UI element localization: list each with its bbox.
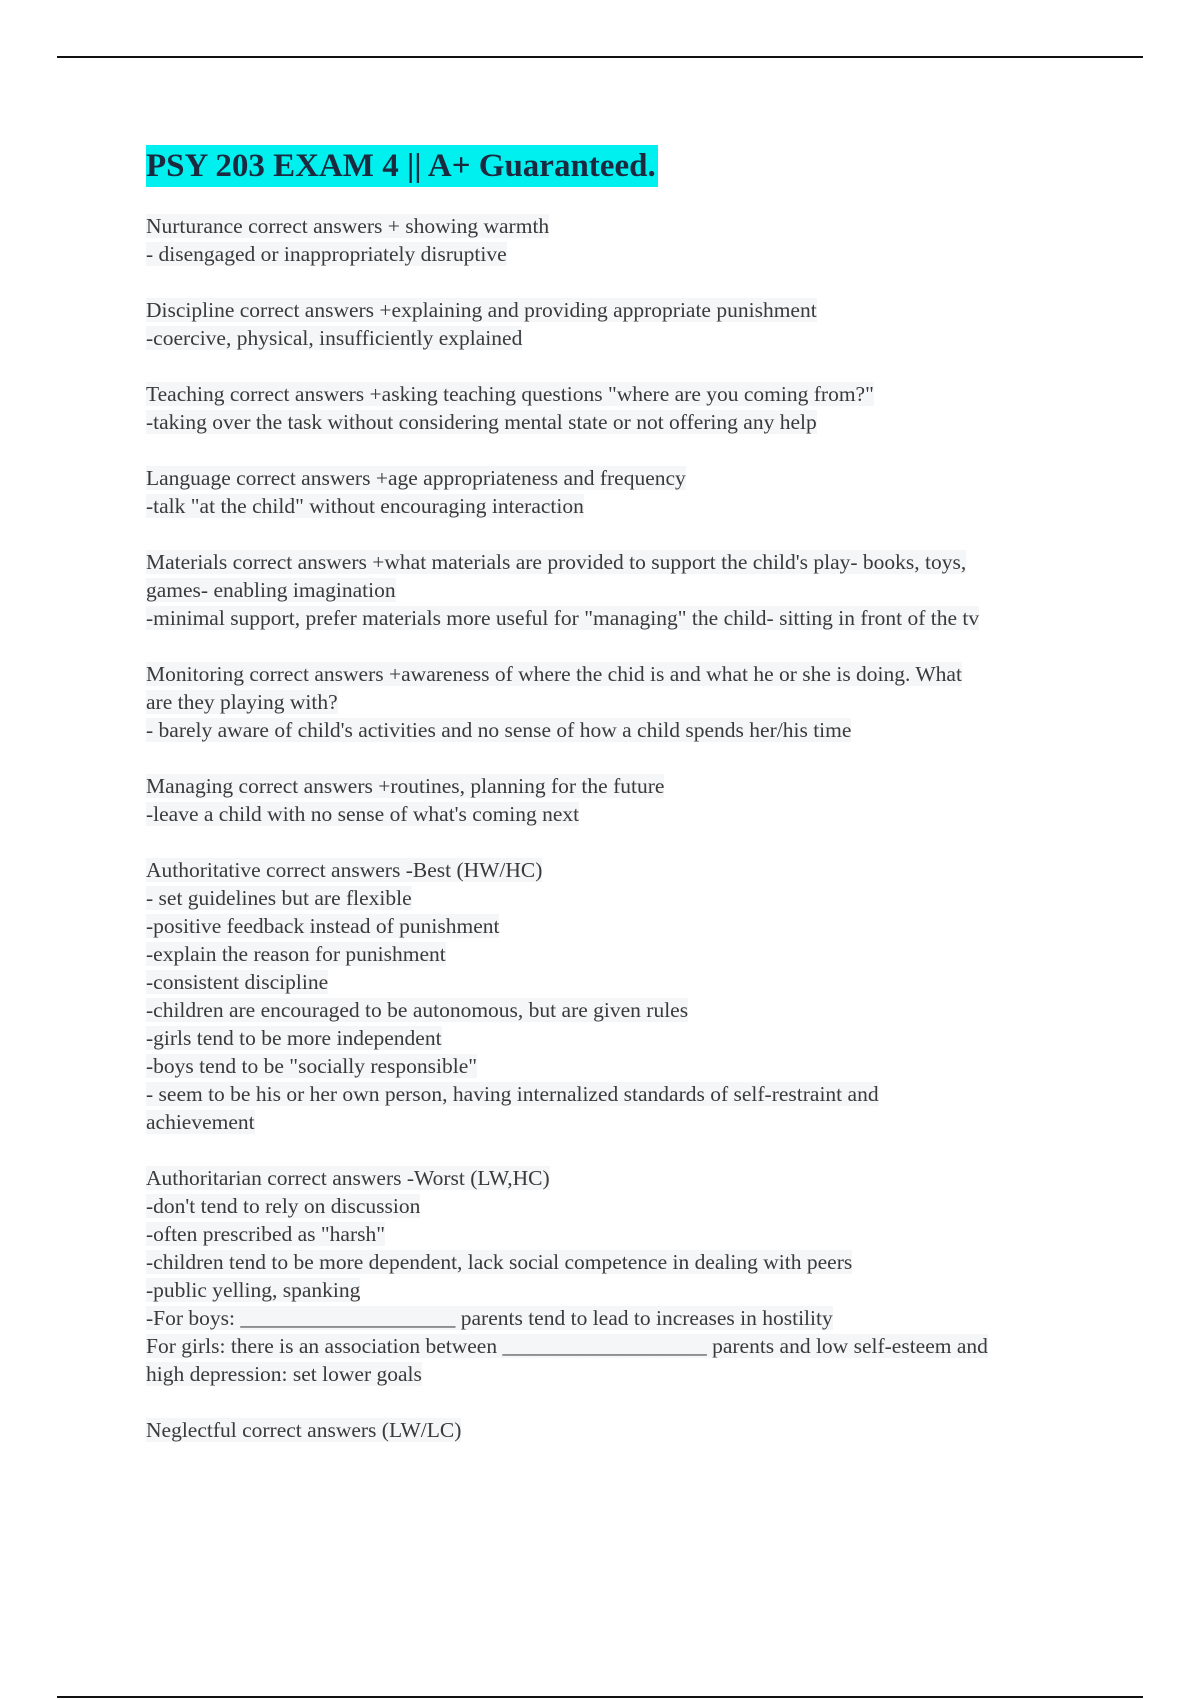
- entry-text: -public yelling, spanking: [146, 1278, 361, 1302]
- entry-detail-line: [146, 576, 1096, 604]
- entry-text: -don't tend to rely on discussion: [146, 1194, 421, 1218]
- entry-term-line: [146, 1164, 1096, 1192]
- top-rule: [57, 56, 1143, 58]
- flashcard-entry: [146, 212, 1096, 268]
- entry-term-line: [146, 548, 1096, 576]
- entry-detail-line: [146, 1304, 1096, 1332]
- entry-text: -explain the reason for punishment: [146, 942, 446, 966]
- entry-text: -often prescribed as "harsh": [146, 1222, 386, 1246]
- flashcard-entry: [146, 464, 1096, 520]
- flashcard-list: [146, 212, 1096, 1444]
- entry-detail-line: [146, 492, 1096, 520]
- flashcard-entry: [146, 1164, 1096, 1388]
- entry-text: Materials correct answers +what materials are provided to support the child's play- books, toys,: [146, 550, 967, 574]
- entry-text: achievement: [146, 1110, 255, 1134]
- entry-detail-line: [146, 688, 1096, 716]
- entry-text: -girls tend to be more independent: [146, 1026, 442, 1050]
- entry-detail-line: [146, 1248, 1096, 1276]
- flashcard-entry: [146, 296, 1096, 352]
- entry-text: are they playing with?: [146, 690, 338, 714]
- entry-text: For girls: there is an association between ___________________ parents and low self-esteem and: [146, 1334, 988, 1358]
- entry-term-line: [146, 464, 1096, 492]
- entry-text: Nurturance correct answers + showing warmth: [146, 214, 550, 238]
- entry-detail-line: [146, 1192, 1096, 1220]
- entry-detail-line: [146, 912, 1096, 940]
- entry-text: -taking over the task without considering mental state or not offering any help: [146, 410, 817, 434]
- entry-detail-line: [146, 716, 1096, 744]
- entry-detail-line: [146, 1024, 1096, 1052]
- entry-detail-line: [146, 1052, 1096, 1080]
- entry-detail-line: [146, 408, 1096, 436]
- entry-text: Discipline correct answers +explaining and providing appropriate punishment: [146, 298, 817, 322]
- flashcard-entry: [146, 548, 1096, 632]
- entry-detail-line: [146, 800, 1096, 828]
- entry-text: -coercive, physical, insufficiently explained: [146, 326, 523, 350]
- entry-term-line: [146, 380, 1096, 408]
- entry-detail-line: [146, 968, 1096, 996]
- bottom-rule: [57, 1696, 1143, 1698]
- entry-detail-line: [146, 604, 1096, 632]
- flashcard-entry: [146, 380, 1096, 436]
- document-body: [146, 145, 1096, 1472]
- entry-text: - set guidelines but are flexible: [146, 886, 412, 910]
- entry-text: -talk "at the child" without encouraging interaction: [146, 494, 584, 518]
- entry-detail-line: [146, 1080, 1096, 1108]
- entry-detail-line: [146, 324, 1096, 352]
- entry-term-line: [146, 1416, 1096, 1444]
- entry-detail-line: [146, 1360, 1096, 1388]
- entry-term-line: [146, 772, 1096, 800]
- entry-detail-line: [146, 996, 1096, 1024]
- entry-detail-line: [146, 1332, 1096, 1360]
- entry-text: Monitoring correct answers +awareness of where the chid is and what he or she is doing. What: [146, 662, 962, 686]
- entry-text: -leave a child with no sense of what's coming next: [146, 802, 580, 826]
- entry-text: Teaching correct answers +asking teaching questions "where are you coming from?": [146, 382, 874, 406]
- flashcard-entry: [146, 1416, 1096, 1444]
- entry-term-line: [146, 856, 1096, 884]
- entry-text: - disengaged or inappropriately disruptive: [146, 242, 507, 266]
- entry-text: -children are encouraged to be autonomous, but are given rules: [146, 998, 689, 1022]
- entry-text: - seem to be his or her own person, having internalized standards of self-restraint and: [146, 1082, 879, 1106]
- entry-text: games- enabling imagination: [146, 578, 396, 602]
- entry-text: -positive feedback instead of punishment: [146, 914, 500, 938]
- entry-term-line: [146, 660, 1096, 688]
- entry-text: Managing correct answers +routines, planning for the future: [146, 774, 665, 798]
- entry-text: Authoritative correct answers -Best (HW/HC): [146, 858, 543, 882]
- entry-text: -minimal support, prefer materials more useful for "managing" the child- sitting in front of the tv: [146, 606, 980, 630]
- entry-text: -For boys: ____________________ parents tend to lead to increases in hostility: [146, 1306, 833, 1330]
- entry-text: Language correct answers +age appropriateness and frequency: [146, 466, 686, 490]
- entry-text: -children tend to be more dependent, lack social competence in dealing with peers: [146, 1250, 853, 1274]
- entry-text: - barely aware of child's activities and no sense of how a child spends her/his time: [146, 718, 852, 742]
- entry-detail-line: [146, 1220, 1096, 1248]
- entry-term-line: [146, 296, 1096, 324]
- entry-text: -consistent discipline: [146, 970, 329, 994]
- entry-detail-line: [146, 884, 1096, 912]
- entry-text: Authoritarian correct answers -Worst (LW,HC): [146, 1166, 550, 1190]
- entry-text: -boys tend to be "socially responsible": [146, 1054, 478, 1078]
- entry-detail-line: [146, 1108, 1096, 1136]
- flashcard-entry: [146, 660, 1096, 744]
- entry-detail-line: [146, 240, 1096, 268]
- entry-detail-line: [146, 1276, 1096, 1304]
- flashcard-entry: [146, 856, 1096, 1136]
- entry-text: high depression: set lower goals: [146, 1362, 422, 1386]
- document-title: PSY 203 EXAM 4 || A+ Guaranteed.: [146, 145, 658, 187]
- entry-term-line: [146, 212, 1096, 240]
- entry-text: Neglectful correct answers (LW/LC): [146, 1418, 462, 1442]
- flashcard-entry: [146, 772, 1096, 828]
- entry-detail-line: [146, 940, 1096, 968]
